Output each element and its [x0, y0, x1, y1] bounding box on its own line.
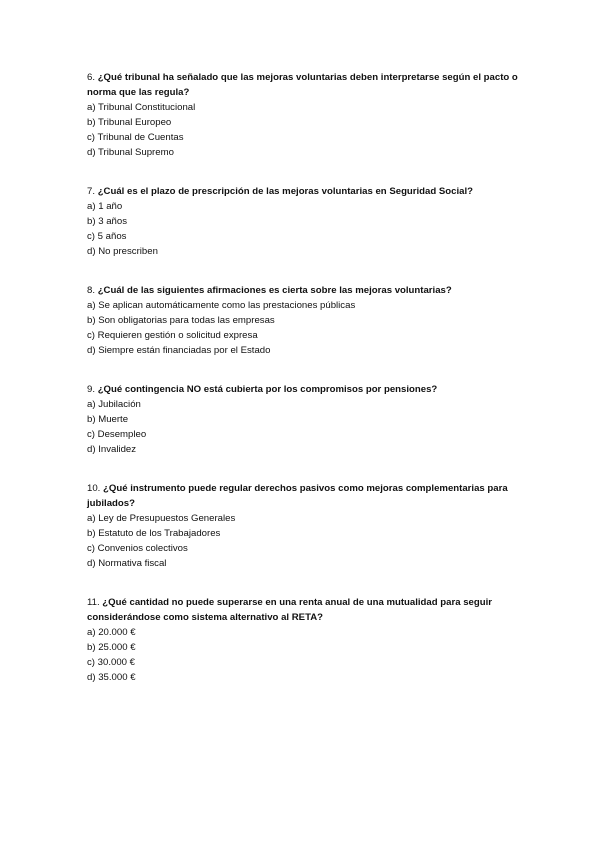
question-title: [87, 184, 527, 199]
option-b: b) Son obligatorias para todas las empresas: [87, 315, 275, 326]
question-title: [87, 283, 527, 298]
option-b: b) 3 años: [87, 216, 128, 227]
question-title: [87, 595, 527, 625]
question-6: [87, 70, 527, 160]
options-list: [87, 397, 527, 457]
quiz-page: [87, 70, 527, 709]
option-c: c) Convenios colectivos: [87, 543, 188, 554]
option-b: b) 25.000 €: [87, 642, 136, 653]
options-list: [87, 199, 527, 259]
option-a: a) Jubilación: [87, 399, 141, 410]
option-a: a) Tribunal Constitucional: [87, 102, 196, 113]
option-d: d) Invalidez: [87, 444, 137, 455]
question-title: [87, 70, 527, 100]
options-list: [87, 625, 527, 685]
question-number: 6.: [87, 72, 96, 83]
question-number: 7.: [87, 186, 96, 197]
option-d: d) Normativa fiscal: [87, 558, 167, 569]
option-b: b) Estatuto de los Trabajadores: [87, 528, 221, 539]
options-list: [87, 511, 527, 571]
option-a: a) 1 año: [87, 201, 123, 212]
question-number: 10.: [87, 483, 101, 494]
question-8: [87, 283, 527, 358]
question-9: [87, 382, 527, 457]
option-d: d) Tribunal Supremo: [87, 147, 174, 158]
question-text: ¿Qué tribunal ha señalado que las mejoras voluntarias deben interpretarse según el pacto o norma que las regula?: [87, 72, 518, 98]
option-c: c) Tribunal de Cuentas: [87, 132, 184, 143]
option-c: c) 30.000 €: [87, 657, 136, 668]
option-c: c) Requieren gestión o solicitud expresa: [87, 330, 258, 341]
question-text: ¿Qué contingencia NO está cubierta por los compromisos por pensiones?: [97, 384, 438, 395]
question-10: [87, 481, 527, 571]
question-7: [87, 184, 527, 259]
question-text: ¿Cuál es el plazo de prescripción de las mejoras voluntarias en Seguridad Social?: [97, 186, 474, 197]
option-d: d) No prescriben: [87, 246, 158, 257]
question-text: ¿Cuál de las siguientes afirmaciones es cierta sobre las mejoras voluntarias?: [97, 285, 452, 296]
question-text: ¿Qué instrumento puede regular derechos pasivos como mejoras complementarias para jubilados?: [87, 483, 508, 509]
question-number: 9.: [87, 384, 96, 395]
option-d: d) Siempre están financiadas por el Estado: [87, 345, 271, 356]
option-d: d) 35.000 €: [87, 672, 136, 683]
question-11: [87, 595, 527, 685]
option-a: a) Se aplican automáticamente como las prestaciones públicas: [87, 300, 356, 311]
question-title: [87, 481, 527, 511]
options-list: [87, 100, 527, 160]
question-number: 11.: [87, 597, 100, 608]
option-b: b) Tribunal Europeo: [87, 117, 172, 128]
question-title: [87, 382, 527, 397]
option-c: c) Desempleo: [87, 429, 147, 440]
option-b: b) Muerte: [87, 414, 129, 425]
options-list: [87, 298, 527, 358]
option-a: a) 20.000 €: [87, 627, 136, 638]
question-text: ¿Qué cantidad no puede superarse en una renta anual de una mutualidad para seguir considerándose como sistema alternativo al RETA?: [87, 597, 492, 623]
question-number: 8.: [87, 285, 96, 296]
option-c: c) 5 años: [87, 231, 127, 242]
option-a: a) Ley de Presupuestos Generales: [87, 513, 236, 524]
